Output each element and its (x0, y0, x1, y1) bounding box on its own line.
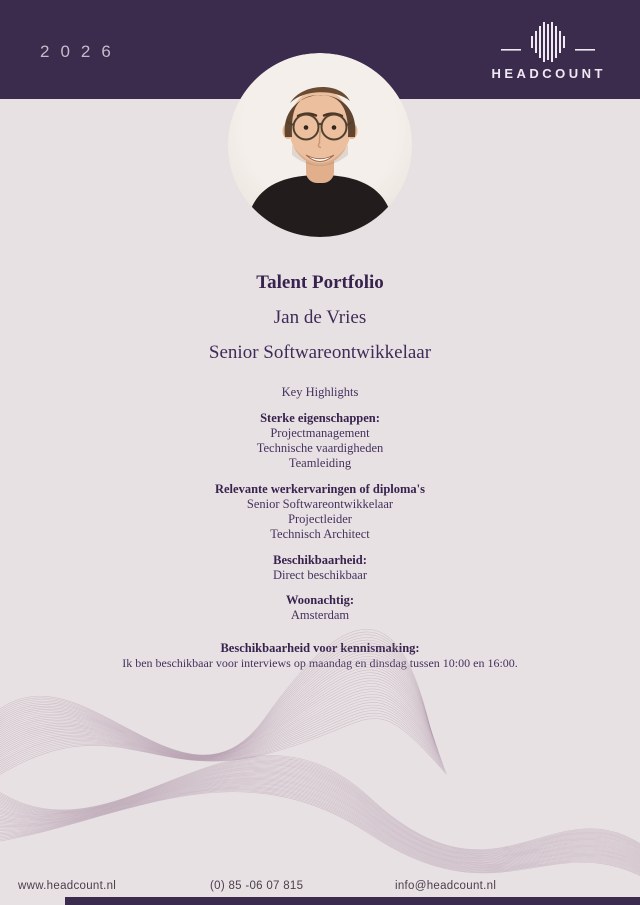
section-label: Sterke eigenschappen: (260, 411, 380, 425)
section-werkervaringen (0, 482, 640, 542)
section-sterke-eigenschappen (0, 411, 640, 471)
list-item: Projectmanagement (270, 426, 370, 440)
footer-phone: (0) 85 -06 07 815 (210, 880, 304, 892)
logo-wordmark: HEADCOUNT (491, 65, 606, 81)
list-item: Senior Softwareontwikkelaar (246, 497, 394, 511)
list-item: Projectleider (288, 512, 352, 526)
footer (0, 880, 640, 896)
soundwave-bars-icon (493, 21, 605, 63)
list-item: Teamleiding (288, 456, 352, 470)
list-item: Direct beschikbaar (272, 568, 368, 582)
section-label: Beschikbaarheid: (273, 553, 367, 567)
page-title: Talent Portfolio (256, 272, 384, 293)
profile-photo (228, 53, 412, 237)
section-label: Relevante werkervaringen of diploma's (214, 482, 426, 496)
list-item: Technische vaardigheden (256, 441, 384, 455)
section-label: Beschikbaarheid voor kennismaking: (220, 641, 420, 655)
headcount-logo (491, 21, 606, 81)
candidate-name: Jan de Vries (273, 307, 367, 328)
section-beschikbaarheid (0, 553, 640, 583)
candidate-role: Senior Softwareontwikkelaar (208, 342, 432, 363)
bottom-accent-bar (65, 897, 640, 905)
availability-note: Ik ben beschikbaar voor interviews op maandag en dinsdag tussen 10:00 en 16:00. (122, 656, 518, 670)
section-woonachtig (0, 593, 640, 623)
key-highlights-label: Key Highlights (281, 385, 359, 399)
main-content (0, 271, 640, 671)
footer-website[interactable]: www.headcount.nl (18, 880, 117, 892)
year-label: 2026 (40, 41, 122, 61)
section-label: Woonachtig: (285, 593, 355, 607)
section-kennismaking (0, 641, 640, 671)
footer-email[interactable]: info@headcount.nl (395, 880, 497, 892)
portrait-image (228, 53, 412, 237)
list-item: Amsterdam (290, 608, 350, 622)
list-item: Technisch Architect (270, 527, 370, 541)
